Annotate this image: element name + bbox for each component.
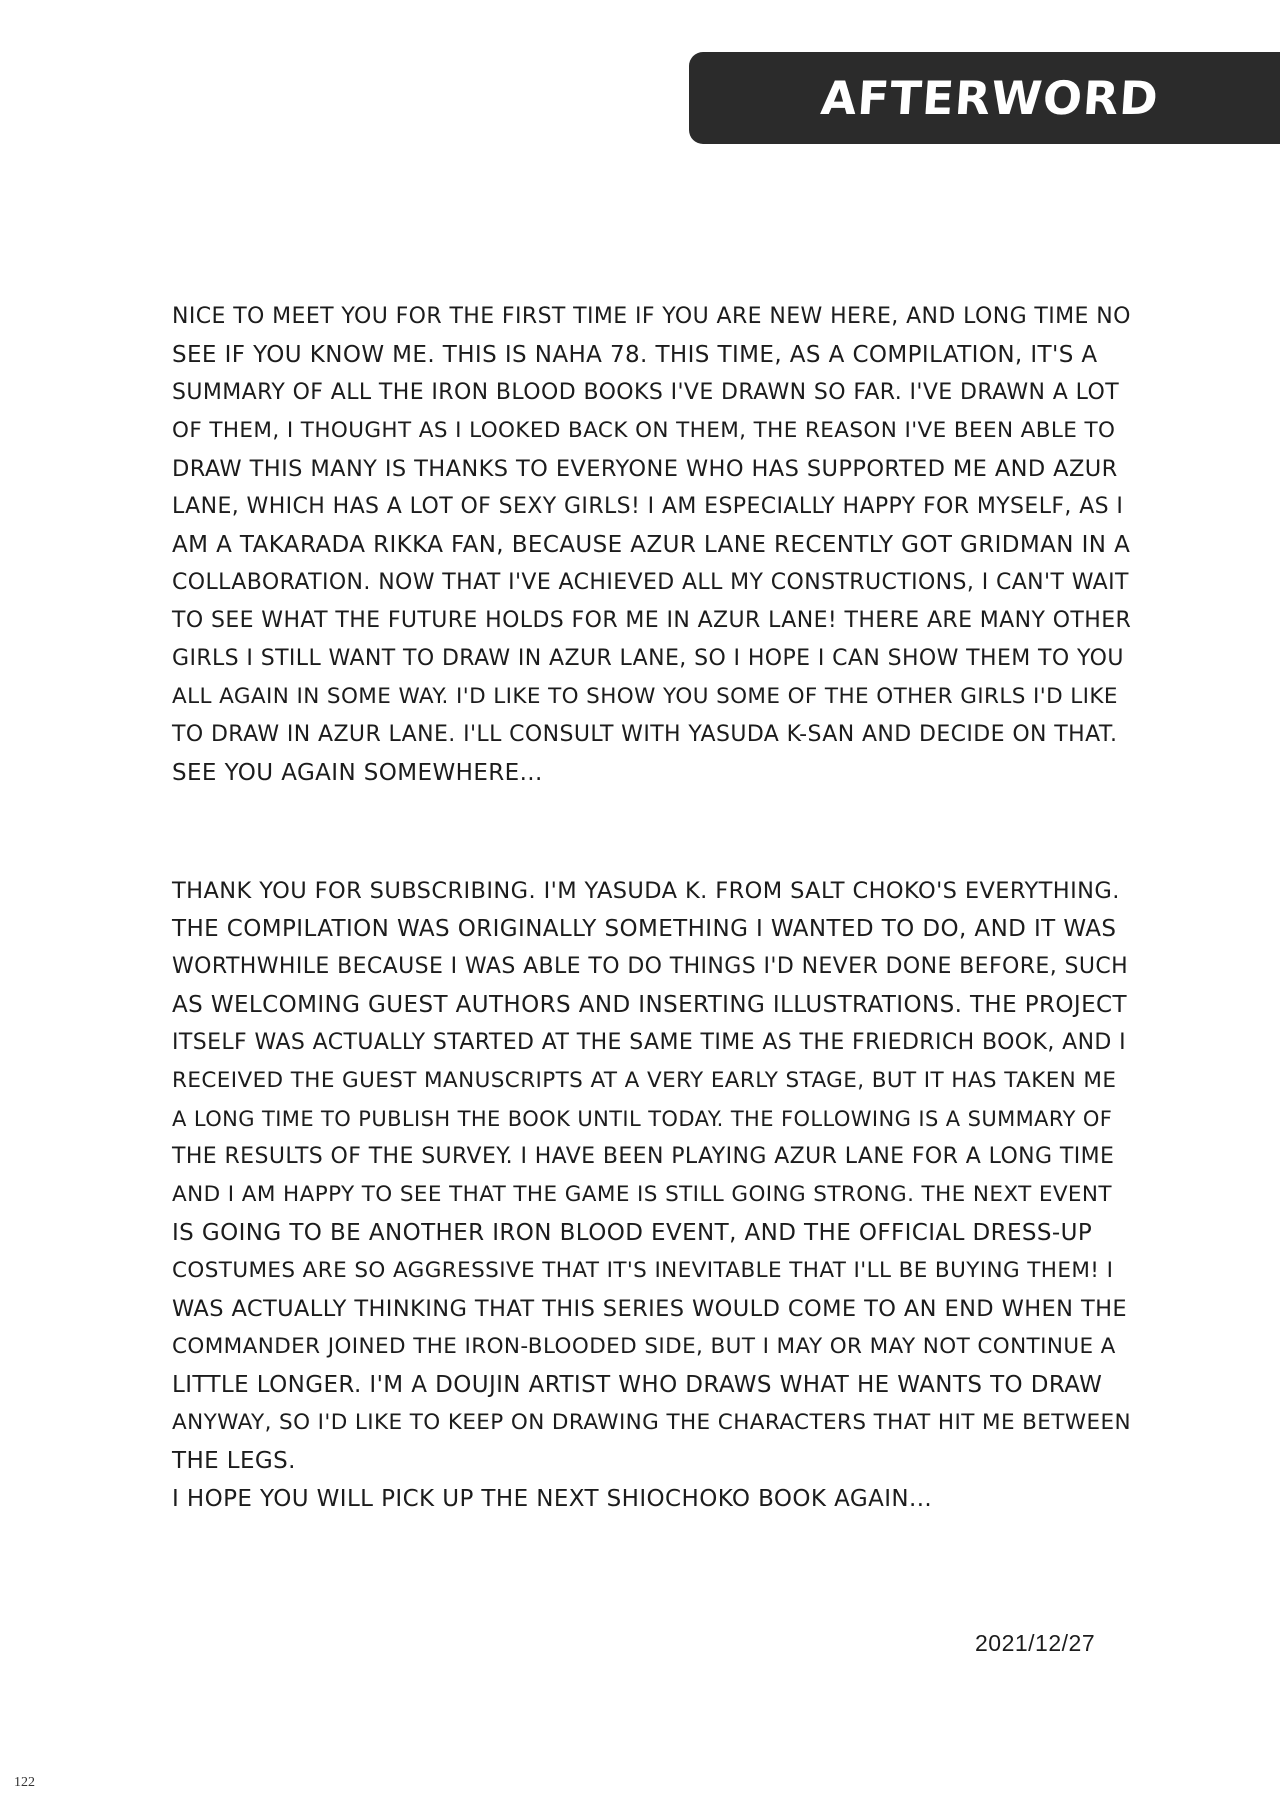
text-line: AND I AM HAPPY TO SEE THAT THE GAME IS STILL GOING STRONG. THE NEXT EVENT (172, 1182, 1112, 1207)
text-line: THE RESULTS OF THE SURVEY. I HAVE BEEN PLAYING AZUR LANE FOR A LONG TIME (172, 1144, 1115, 1169)
text-line: GIRLS I STILL WANT TO DRAW IN AZUR LANE, SO I HOPE I CAN SHOW THEM TO YOU (172, 646, 1124, 671)
text-line: COSTUMES ARE SO AGGRESSIVE THAT IT'S INEVITABLE THAT I'LL BE BUYING THEM! I (172, 1258, 1114, 1283)
text-line: ANYWAY, SO I'D LIKE TO KEEP ON DRAWING THE CHARACTERS THAT HIT ME BETWEEN (172, 1410, 1131, 1435)
text-line: SEE YOU AGAIN SOMEWHERE... (172, 760, 543, 786)
text-line: DRAW THIS MANY IS THANKS TO EVERYONE WHO HAS SUPPORTED ME AND AZUR (172, 456, 1118, 482)
page-number: 122 (14, 1775, 35, 1790)
text-line: RECEIVED THE GUEST MANUSCRIPTS AT A VERY EARLY STAGE, BUT IT HAS TAKEN ME (172, 1068, 1117, 1093)
text-line: OF THEM, I THOUGHT AS I LOOKED BACK ON THEM, THE REASON I'VE BEEN ABLE TO (172, 418, 1116, 443)
text-line: THE COMPILATION WAS ORIGINALLY SOMETHING I WANTED TO DO, AND IT WAS (172, 916, 1117, 942)
text-line: NICE TO MEET YOU FOR THE FIRST TIME IF YOU ARE NEW HERE, AND LONG TIME NO (172, 304, 1131, 329)
text-line: LITTLE LONGER. I'M A DOUJIN ARTIST WHO DRAWS WHAT HE WANTS TO DRAW (172, 1372, 1103, 1398)
text-line: ITSELF WAS ACTUALLY STARTED AT THE SAME TIME AS THE FRIEDRICH BOOK, AND I (172, 1030, 1127, 1055)
afterword-paragraph-naha (172, 298, 1132, 792)
text-line: TO DRAW IN AZUR LANE. I'LL CONSULT WITH YASUDA K-SAN AND DECIDE ON THAT. (172, 722, 1118, 747)
text-line: THE LEGS. (172, 1448, 296, 1474)
text-line: TO SEE WHAT THE FUTURE HOLDS FOR ME IN AZUR LANE! THERE ARE MANY OTHER (172, 608, 1132, 633)
text-line: AM A TAKARADA RIKKA FAN, BECAUSE AZUR LANE RECENTLY GOT GRIDMAN IN A (172, 532, 1131, 558)
text-line: SUMMARY OF ALL THE IRON BLOOD BOOKS I'VE DRAWN SO FAR. I'VE DRAWN A LOT (172, 380, 1120, 405)
afterword-paragraph-yasuda (172, 872, 1132, 1518)
date-stamp: 2021/12/27 (975, 1630, 1096, 1656)
text-line: ALL AGAIN IN SOME WAY. I'D LIKE TO SHOW YOU SOME OF THE OTHER GIRLS I'D LIKE (172, 684, 1118, 709)
title-banner (689, 52, 1280, 144)
text-line: LANE, WHICH HAS A LOT OF SEXY GIRLS! I AM ESPECIALLY HAPPY FOR MYSELF, AS I (172, 494, 1124, 519)
text-line: THANK YOU FOR SUBSCRIBING. I'M YASUDA K. FROM SALT CHOKO'S EVERYTHING. (172, 878, 1120, 904)
text-line: COLLABORATION. NOW THAT I'VE ACHIEVED ALL MY CONSTRUCTIONS, I CAN'T WAIT (172, 570, 1129, 595)
text-line: SEE IF YOU KNOW ME. THIS IS NAHA 78. THIS TIME, AS A COMPILATION, IT'S A (172, 342, 1098, 368)
text-line: A LONG TIME TO PUBLISH THE BOOK UNTIL TODAY. THE FOLLOWING IS A SUMMARY OF (172, 1107, 1113, 1131)
text-line: AS WELCOMING GUEST AUTHORS AND INSERTING ILLUSTRATIONS. THE PROJECT (172, 992, 1127, 1018)
text-line: WORTHWHILE BECAUSE I WAS ABLE TO DO THINGS I'D NEVER DONE BEFORE, SUCH (172, 954, 1129, 979)
text-line: IS GOING TO BE ANOTHER IRON BLOOD EVENT, AND THE OFFICIAL DRESS-UP (172, 1220, 1093, 1246)
text-line: COMMANDER JOINED THE IRON-BLOODED SIDE, BUT I MAY OR MAY NOT CONTINUE A (172, 1334, 1116, 1359)
text-line: WAS ACTUALLY THINKING THAT THIS SERIES WOULD COME TO AN END WHEN THE (172, 1296, 1128, 1322)
text-line: I HOPE YOU WILL PICK UP THE NEXT SHIOCHOKO BOOK AGAIN... (172, 1486, 933, 1512)
page-title: AFTERWORD (818, 71, 1161, 125)
